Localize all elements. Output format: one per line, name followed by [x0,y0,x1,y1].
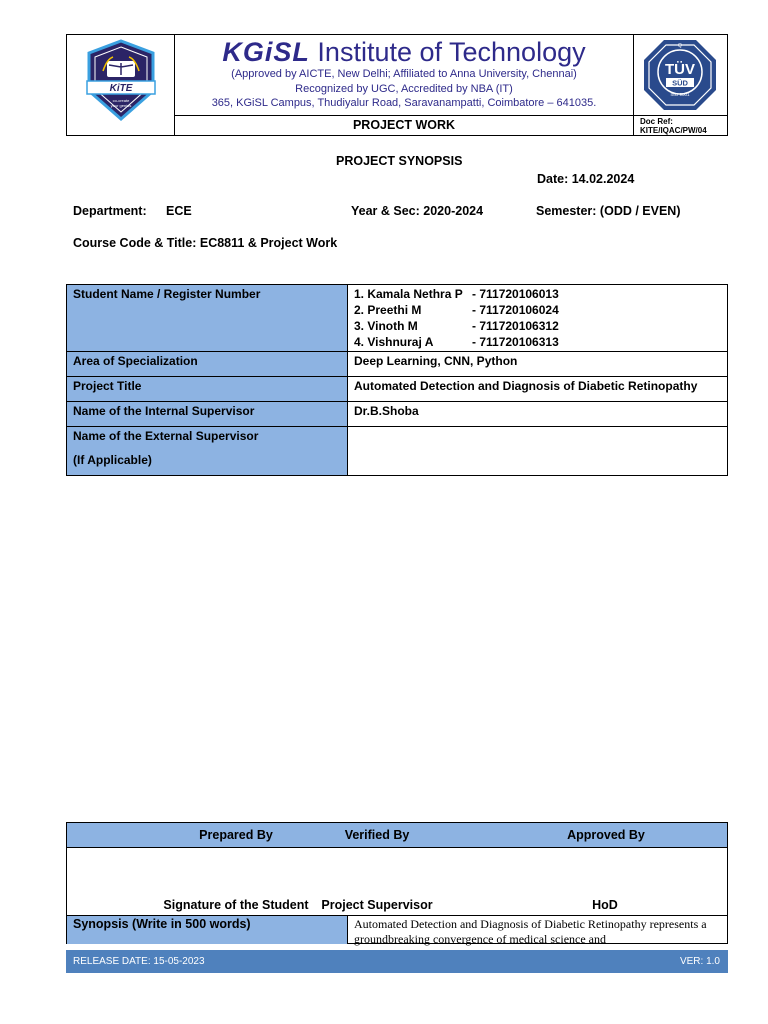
section-title: PROJECT WORK [175,115,633,135]
svg-text:SÜD: SÜD [672,78,688,88]
internal-supervisor-value: Dr.B.Shoba [348,402,728,427]
students-list [348,285,728,352]
svg-text:KiTE: KiTE [109,83,133,94]
table-row [67,377,728,402]
external-supervisor-note: (If Applicable) [73,453,152,467]
year-section: Year & Sec: 2020-2024 [351,204,484,218]
synopsis-text: Automated Detection and Diagnosis of Diabetic Retinopathy represents a groundbreaking convergence of medical science and [354,917,707,946]
department-label: Department: [73,204,147,218]
signature-table [66,822,728,944]
footer-bar [66,950,728,973]
register-number: - 711720106312 [472,319,559,333]
student-name: 1. Kamala Nethra P [354,287,463,301]
release-date: RELEASE DATE: 15-05-2023 [73,956,205,967]
course-code-title: Course Code & Title: EC8811 & Project Work [73,236,338,250]
hod-signature-label: HoD [592,898,618,912]
institute-name: Institute of Technology [317,37,586,67]
student-name: 3. Vinoth M [354,319,418,333]
certification-cell [633,35,727,115]
register-number: - 711720106313 [472,335,559,349]
brand-name: KGiSL [222,37,310,67]
student-signature-label: Signature of the Student [163,898,309,912]
project-title-label: Project Title [67,377,348,402]
prepared-by-heading: Prepared By [199,828,273,842]
doc-ref [633,115,727,135]
logo-cell [67,35,175,135]
internal-supervisor-label: Name of the Internal Supervisor [67,402,348,427]
list-item [354,334,721,350]
supervisor-signature-label: Project Supervisor [321,898,433,912]
semester [536,204,681,218]
form-date: Date: 14.02.2024 [537,172,635,186]
svg-text:Q: Q [678,43,682,49]
table-row [67,427,728,476]
list-item [354,286,721,302]
synopsis-row [67,915,727,944]
external-supervisor-title: Name of the External Supervisor [73,429,259,443]
approved-by-heading: Approved By [567,828,645,842]
approval-line: (Approved by AICTE, New Delhi; Affiliated to Anna University, Chennai) [231,68,577,80]
register-number: - 711720106013 [472,287,559,301]
area-label: Area of Specialization [67,352,348,377]
list-item [354,318,721,334]
area-value: Deep Learning, CNN, Python [348,352,728,377]
tuv-certification-icon [642,38,718,112]
synopsis-label: Synopsis (Write in 500 words) [67,916,348,944]
address-line: 365, KGiSL Campus, Thudiyalur Road, Saravanampatti, Coimbatore – 641035. [211,97,597,109]
register-number: - 711720106024 [472,303,559,317]
table-row [67,352,728,377]
list-item [354,302,721,318]
student-name: 2. Preethi M [354,303,422,317]
doc-ref-label: Doc Ref: [640,117,673,126]
recognition-line: Recognized by UGC, Accredited by NBA (IT) [295,83,513,95]
kite-logo-icon [81,39,161,123]
project-details-table [66,284,728,476]
svg-text:co-create: co-create [112,98,130,103]
doc-ref-value: KITE/IQAC/PW/04 [640,126,707,135]
version: VER: 1.0 [679,956,720,967]
semester-value: ODD / EVEN) [604,204,681,218]
department-value: ECE [166,204,192,218]
external-supervisor-value [348,427,728,476]
form-title: PROJECT SYNOPSIS [336,154,463,168]
semester-label: Semester: ( [536,204,605,218]
table-row [67,285,728,352]
students-label: Student Name / Register Number [67,285,348,352]
project-title-value: Automated Detection and Diagnosis of Diabetic Retinopathy [348,377,728,402]
document-header [66,34,728,136]
verified-by-heading: Verified By [344,828,410,842]
student-name: 4. Vishnuraj A [354,335,434,349]
svg-text:TÜV: TÜV [665,61,695,78]
svg-text:ISO 9001: ISO 9001 [670,92,690,97]
external-supervisor-label [67,427,348,476]
institute-title [175,37,633,68]
table-row [67,402,728,427]
svg-text:your genius: your genius [110,103,132,108]
